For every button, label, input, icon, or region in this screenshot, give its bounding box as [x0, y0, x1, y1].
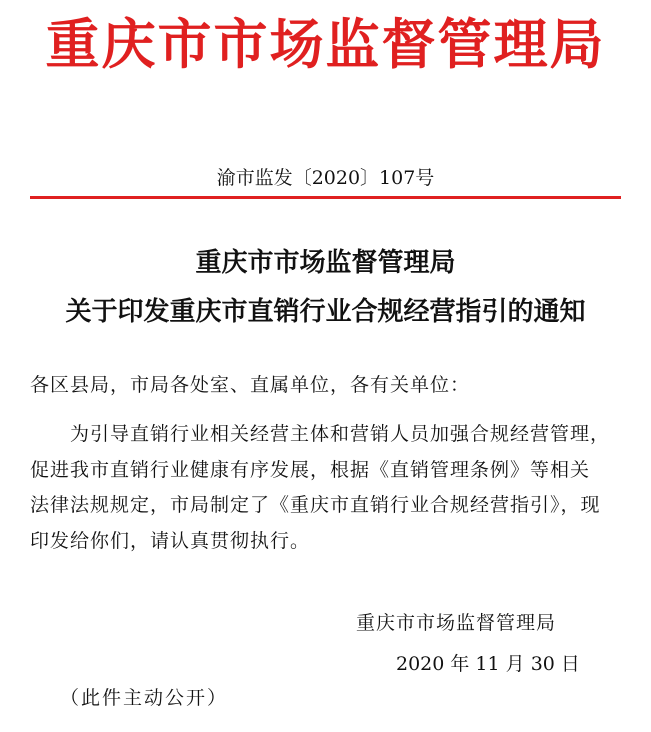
- signature-issuer: 重庆市市场监督管理局: [356, 612, 557, 634]
- public-disclosure-note: （此件主动公开）: [60, 687, 229, 709]
- red-divider-line: [30, 196, 621, 199]
- issue-date: 2020 年 11 月 30 日: [396, 653, 580, 675]
- document-title-line-1: 重庆市市场监督管理局: [195, 248, 456, 278]
- body-paragraph-line: 为引导直销行业相关经营主体和营销人员加强合规经营管理，: [70, 423, 611, 445]
- body-paragraph-line: 促进我市直销行业健康有序发展，根据《直销管理条例》等相关: [30, 459, 591, 481]
- issuer-masthead: 重庆市市场监督管理局: [45, 12, 606, 76]
- document-number: 渝市监发〔2020〕107号: [216, 167, 435, 189]
- body-paragraph-line: 法律法规规定，市局制定了《重庆市直销行业合规经营指引》，现: [30, 494, 601, 516]
- salutation: 各区县局，市局各处室、直属单位，各有关单位：: [30, 374, 471, 396]
- body-paragraph-line: 印发给你们，请认真贯彻执行。: [30, 530, 311, 552]
- document-title-line-2: 关于印发重庆市直销行业合规经营指引的通知: [65, 297, 586, 327]
